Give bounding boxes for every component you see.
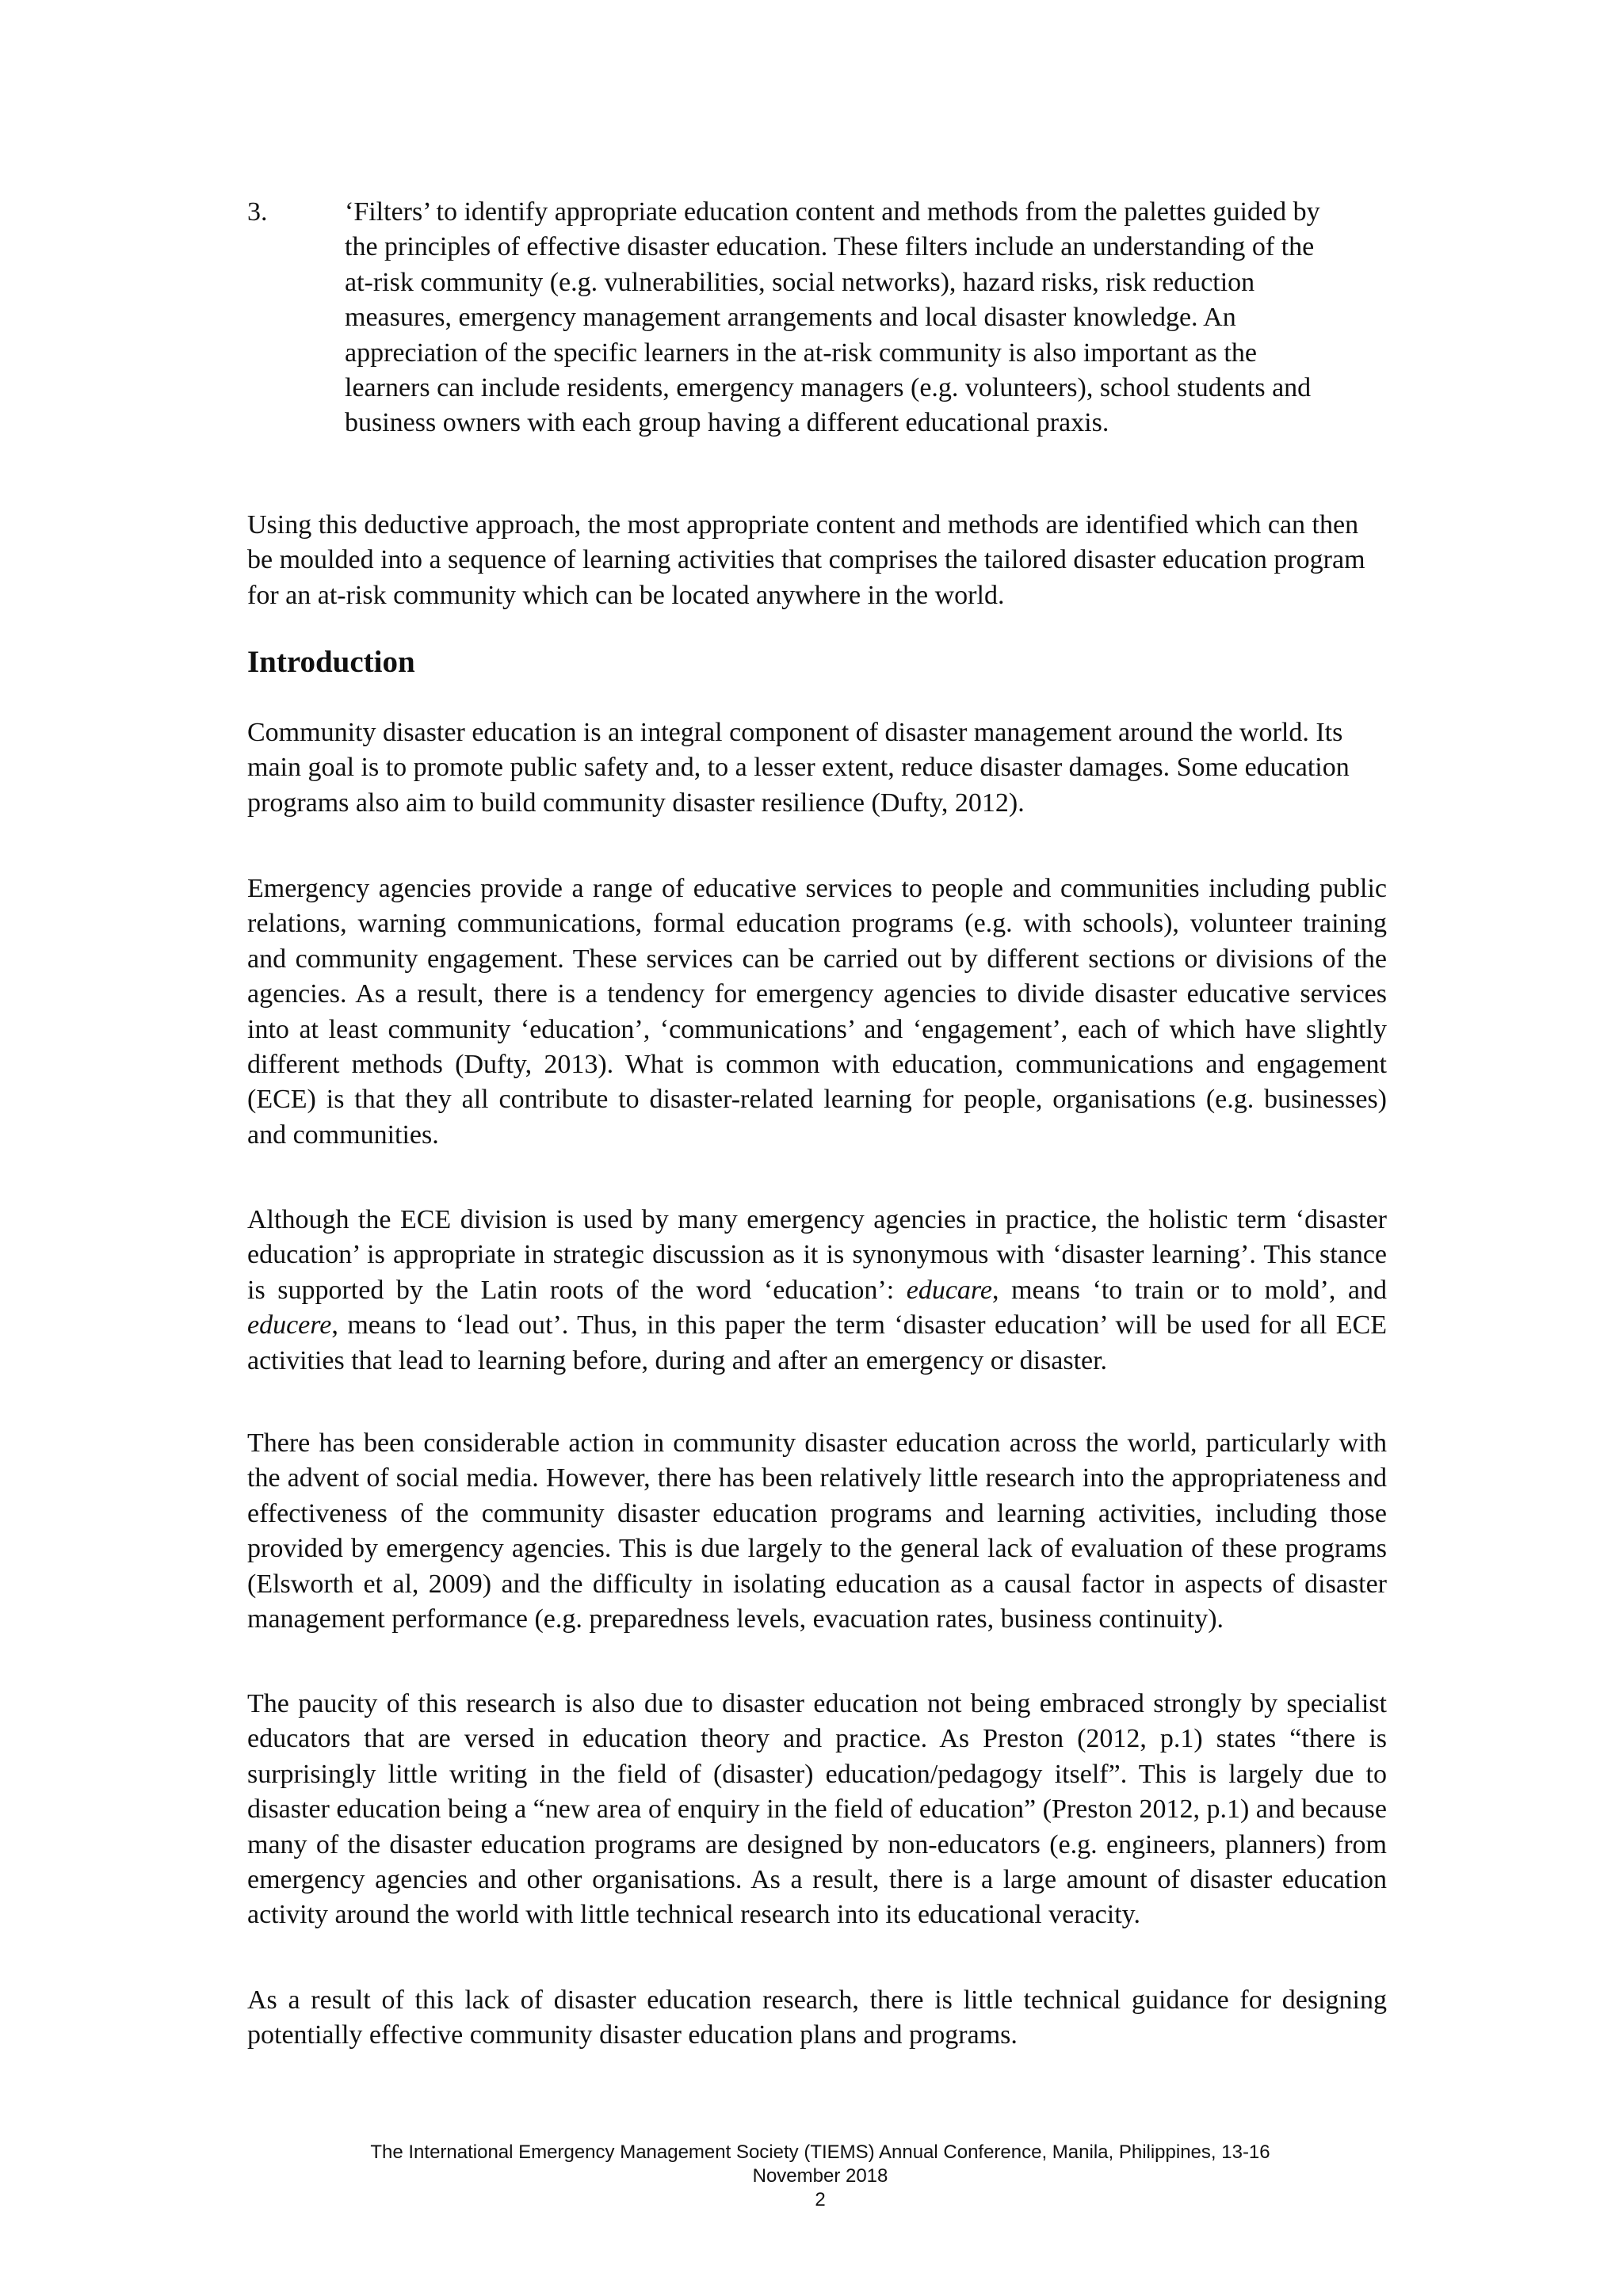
footer-date-line: November 2018 <box>752 2165 888 2187</box>
summary-paragraph: Using this deductive approach, the most appropriate content and methods are identified which can then be moulded into a sequence of learning activities that comprises the tailored disaster education program for an at-risk community which can be located anywhere in the world. <box>247 510 1365 610</box>
footer-conference-line: The International Emergency Management Society (TIEMS) Annual Conference, Manila, Philippines, 13-16 <box>370 2142 1270 2163</box>
page-number: 2 <box>815 2189 826 2210</box>
intro-paragraph-3-text-a: Although the ECE division is used by many emergency agencies in practice, the holistic term ‘disaster education’ is appropriate in strategic discussion as it is synonymous with ‘disaster learning’. This stance is supported by the Latin roots of the word ‘education’: <box>247 1205 1387 1305</box>
intro-paragraph-6: As a result of this lack of disaster education research, there is little technical guidance for designing potentially effective community disaster education plans and programs. <box>247 1985 1387 2050</box>
intro-paragraph-2: Emergency agencies provide a range of educative services to people and communities including public relations, warning communications, formal education programs (e.g. with schools), volunteer training and community engagement. These services can be carried out by different sections or divisions of the agencies. As a result, there is a tendency for emergency agencies to divide disaster educative services into at least community ‘education’, ‘communications’ and ‘engagement’, each of which have slightly different methods (Dufty, 2013). What is common with education, communications and engagement (ECE) is that they all contribute to disaster-related learning for people, organisations (e.g. businesses) and communities. <box>247 874 1387 1150</box>
intro-paragraph-3-italic-educare: educare <box>906 1275 992 1305</box>
intro-paragraph-3-italic-educere: educere <box>247 1310 332 1341</box>
intro-paragraph-5: The paucity of this research is also due to disaster education not being embraced strongly by specialist educators that are versed in education theory and practice. As Preston (2012, p.1) states “there is surprisingly little writing in the field of (disaster) education/pedagogy itself”. This is largely due to disaster education being a “new area of enquiry in the field of education” (Preston 2012, p.1) and because many of the disaster education programs are designed by non-educators (e.g. engineers, planners) from emergency agencies and other organisations. As a result, there is a large amount of disaster education activity around the world with little technical research into its educational veracity. <box>247 1689 1387 1930</box>
intro-paragraph-3-text-b: , means ‘to train or to mold’, and <box>992 1275 1387 1305</box>
intro-paragraph-4: There has been considerable action in community disaster education across the world, particularly with the advent of social media. However, there has been relatively little research into the appropriateness and effectiveness of the community disaster education programs and learning activities, including those provided by emergency agencies. This is due largely to the general lack of evaluation of these programs (Elsworth et al, 2009) and the difficulty in isolating education as a causal factor in aspects of disaster management performance (e.g. preparedness levels, evacuation rates, business continuity). <box>247 1428 1387 1634</box>
intro-paragraph-1: Community disaster education is an integral component of disaster management around the world. Its main goal is to promote public safety and, to a lesser extent, reduce disaster damages. Some education programs also aim to build community disaster resilience (Dufty, 2012). <box>247 718 1350 818</box>
intro-paragraph-3-text-c: , means to ‘lead out’. Thus, in this paper the term ‘disaster education’ will be used for all ECE activities that lead to learning before, during and after an emergency or disaster. <box>247 1310 1387 1375</box>
page-footer <box>238 2141 1403 2212</box>
list-item-text: ‘Filters’ to identify appropriate education content and methods from the palettes guided by the principles of effective disaster education. These filters include an understanding of the at-risk community (e.g. vulnerabilities, social networks), hazard risks, risk reduction measures, emergency management arrangements and local disaster knowledge. An appreciation of the specific learners in the at-risk community is also important as the learners can include residents, emergency managers (e.g. volunteers), school students and business owners with each group having a different educational praxis. <box>345 197 1320 438</box>
intro-paragraph-3 <box>247 1203 1387 1379</box>
section-heading-introduction: Introduction <box>247 645 415 679</box>
list-item-number: 3. <box>247 197 268 227</box>
